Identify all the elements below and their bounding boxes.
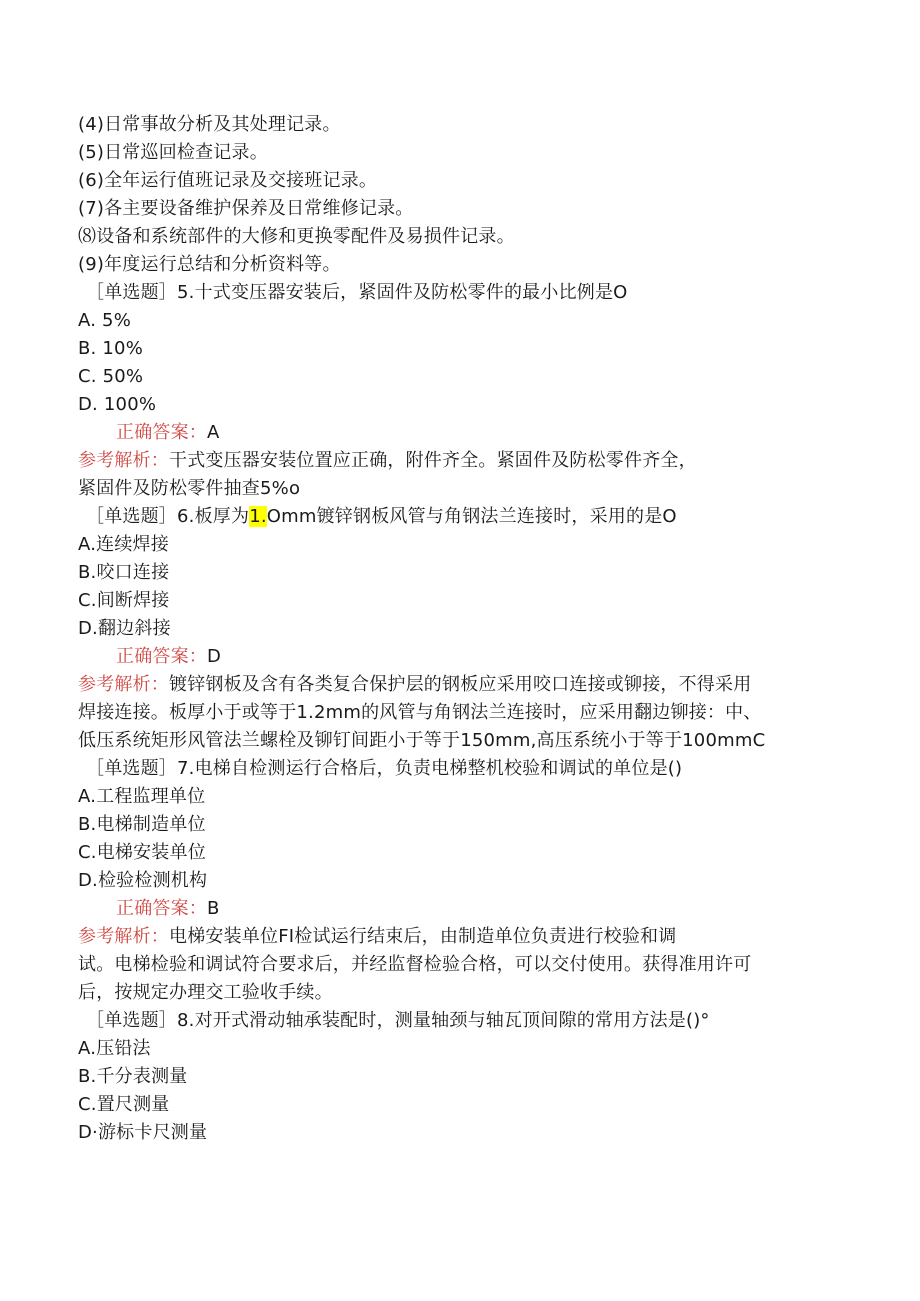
question-7-answer <box>116 895 220 923</box>
question-6-option-d: D.翻边斜接 <box>78 618 171 639</box>
question-8-stem: ［单选题］8.对开式滑动轴承装配时，测量轴颈与轴瓦顶间隙的常用方法是()° <box>86 1010 710 1031</box>
highlighted-text: 1. <box>249 506 267 527</box>
record-item: (6)全年运行值班记录及交接班记录。 <box>78 170 378 191</box>
stem-text: ［单选题］6.板厚为 <box>86 506 250 527</box>
question-6-answer <box>116 643 221 671</box>
question-7-option-c: C.电梯安装单位 <box>78 842 206 863</box>
question-6-stem <box>86 503 677 531</box>
question-6-option-c: C.间断焊接 <box>78 590 170 611</box>
record-item: (5)日常巡回检查记录。 <box>78 142 268 163</box>
analysis-text: 镀锌钢板及含有各类复合保护层的钢板应采用咬口连接或铆接，不得采用 <box>169 674 752 695</box>
question-5-option-d: D. 100% <box>78 394 157 415</box>
question-7-option-b: B.电梯制造单位 <box>78 814 206 835</box>
question-6-analysis-cont: 焊接连接。板厚小于或等于1.2mm的风管与角钢法兰连接时，应采用翻边铆接：中、 <box>78 702 762 723</box>
question-8-option-b: B.千分表测量 <box>78 1066 188 1087</box>
question-7-option-d: D.检验检测机构 <box>78 870 208 891</box>
question-6-analysis-cont: 低压系统矩形风管法兰螺栓及铆钉间距小于等于150mm,高压系统小于等于100mmC <box>78 730 766 751</box>
question-6-option-a: A.连续焊接 <box>78 534 169 555</box>
question-5-analysis-cont: 紧固件及防松零件抽查5%o <box>78 478 301 499</box>
stem-text: Omm镀锌钢板风管与角钢法兰连接时，采用的是O <box>266 506 677 527</box>
record-item: (7)各主要设备维护保养及日常维修记录。 <box>78 198 414 219</box>
answer-value: D <box>207 646 222 667</box>
analysis-text: 干式变压器安装位置应正确，附件齐全。紧固件及防松零件齐全， <box>169 450 697 471</box>
answer-value: B <box>207 898 220 919</box>
question-7-option-a: A.工程监理单位 <box>78 786 206 807</box>
question-7-analysis-cont: 后，按规定办理交工验收手续。 <box>78 982 333 1003</box>
question-6-analysis <box>78 671 751 699</box>
question-5-option-a: A. 5% <box>78 310 131 331</box>
question-8-option-d: D·游标卡尺测量 <box>78 1122 208 1143</box>
question-8-option-c: C.置尺测量 <box>78 1094 170 1115</box>
analysis-label: 参考解析： <box>78 674 169 695</box>
record-item: (4)日常事故分析及其处理记录。 <box>78 114 341 135</box>
question-5-answer <box>116 419 220 447</box>
question-8-option-a: A.压铅法 <box>78 1038 151 1059</box>
analysis-label: 参考解析： <box>78 450 169 471</box>
answer-label: 正确答案： <box>116 422 207 443</box>
record-item: (9)年度运行总结和分析资料等。 <box>78 254 341 275</box>
question-6-option-b: B.咬口连接 <box>78 562 170 583</box>
question-7-stem: ［单选题］7.电梯自检测运行合格后，负责电梯整机校验和调试的单位是() <box>86 758 683 779</box>
analysis-label: 参考解析： <box>78 926 169 947</box>
analysis-text: 电梯安装单位FI检试运行结束后，由制造单位负责进行校验和调 <box>169 926 677 947</box>
question-7-analysis <box>78 923 676 951</box>
answer-label: 正确答案： <box>116 898 207 919</box>
answer-value: A <box>207 422 220 443</box>
question-5-analysis <box>78 447 697 475</box>
answer-label: 正确答案： <box>116 646 207 667</box>
record-item: ⑻设备和系统部件的大修和更换零配件及易损件记录。 <box>78 226 515 247</box>
question-5-stem: ［单选题］5.十式变压器安装后，紧固件及防松零件的最小比例是O <box>86 282 628 303</box>
question-5-option-b: B. 10% <box>78 338 143 359</box>
question-5-option-c: C. 50% <box>78 366 144 387</box>
question-7-analysis-cont: 试。电梯检验和调试符合要求后，并经监督检验合格，可以交付使用。获得准用许可 <box>78 954 752 975</box>
